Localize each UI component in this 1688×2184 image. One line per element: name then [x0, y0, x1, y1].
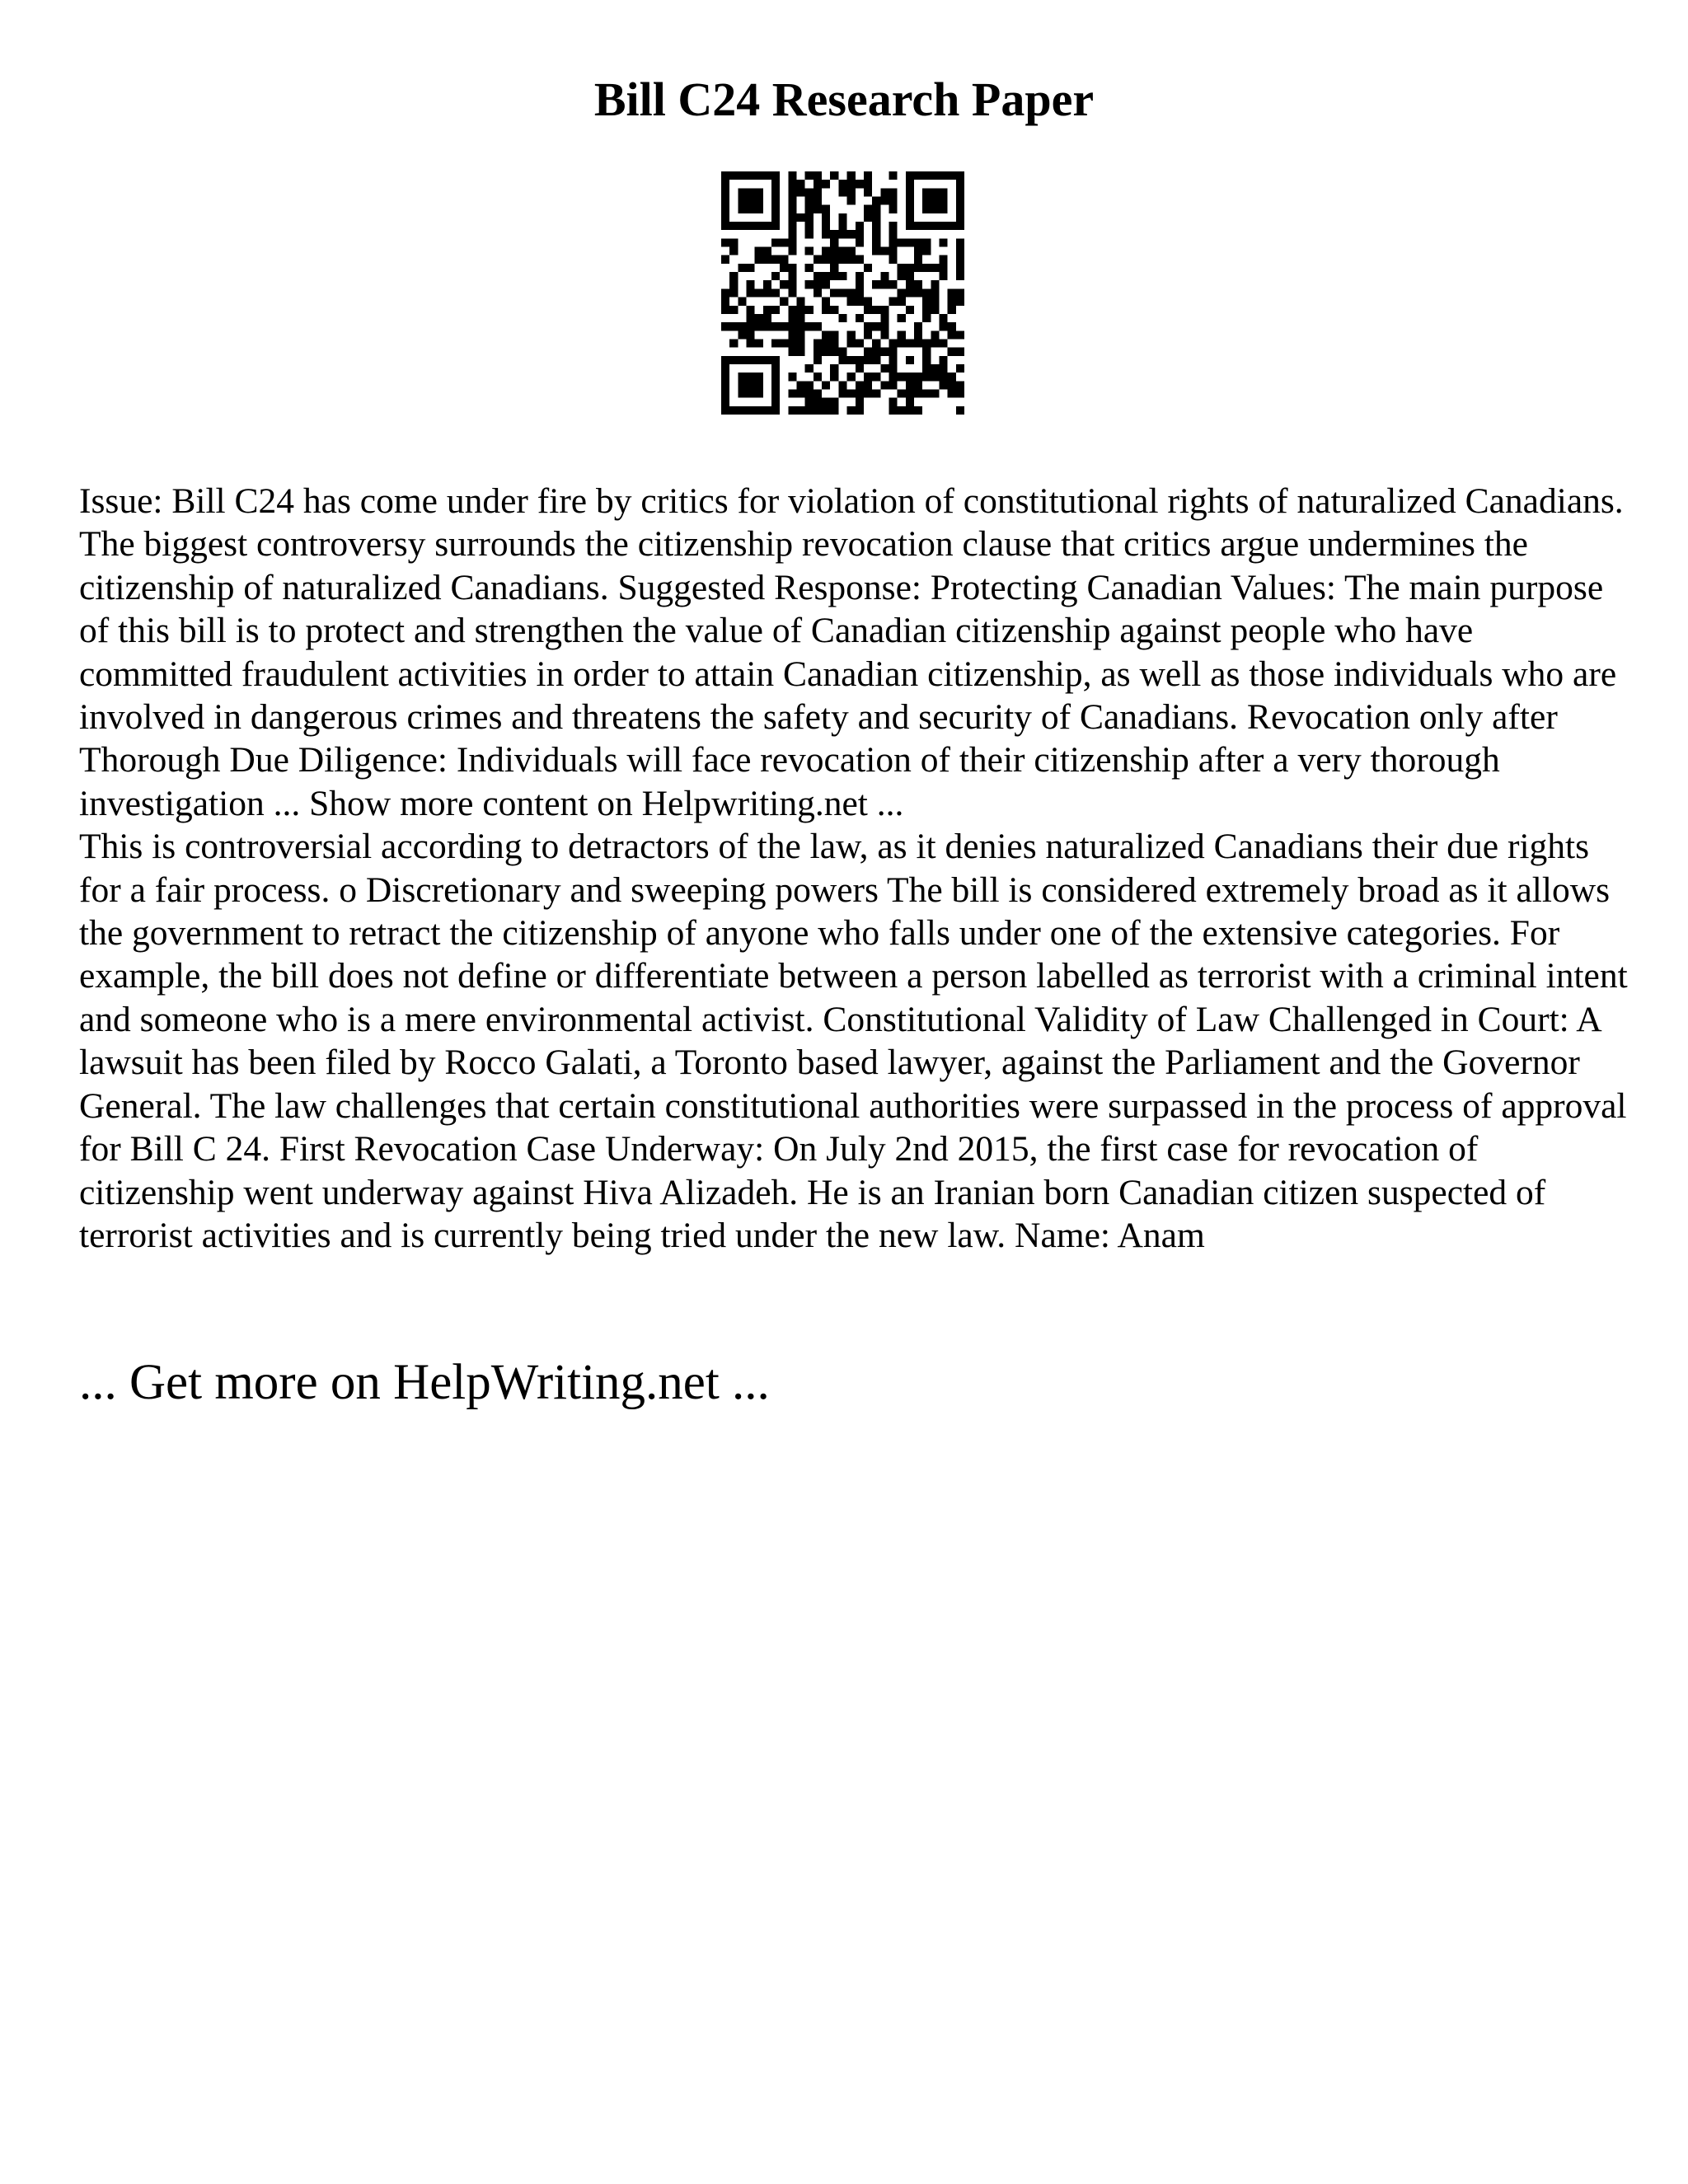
paragraph-controversy: This is controversial according to detractors of the law, as it denies naturalized Canadians their due rights for a fair process. o Discretionary and sweeping powers The bill is considered extremely broad as it allows the government to retract the citizenship of anyone who falls under one of the extensive categories. For example, the bill does not define or differentiate between a person labelled as terrorist with a criminal intent and someone who is a mere environmental activist. Constitutional Validity of Law Challenged in Court: A lawsuit has been filed by Rocco Galati, a Toronto based lawyer, against the Parliament and the Governor General. The law challenges that certain constitutional authorities were surpassed in the process of approval for Bill C 24. First Revocation Case Underway: On July 2nd 2015, the first case for revocation of citizenship went underway against Hiva Alizadeh. He is an Iranian born Canadian citizen suspected of terrorist activities and is currently being tried under the new law. Name: Anam: [79, 827, 1628, 1255]
paragraph-intro: Issue: Bill C24 has come under fire by critics for violation of constitutional rights of naturalized Canadians. The biggest controversy surrounds the citizenship revocation clause that critics argue undermines the citizenship of naturalized Canadians. Suggested Response: Protecting Canadian Values: The main purpose of this bill is to protect and strengthen the value of Canadian citizenship against people who have committed fraudulent activities in order to attain Canadian citizenship, as well as those individuals who are involved in dangerous crimes and threatens the safety and security of Canadians. Revocation only after Thorough Due Diligence: Individuals will face revocation of their citizenship after a very thorough investigation ... Show more content on Helpwriting.net ...: [79, 481, 1624, 823]
article-body: [79, 480, 1629, 1257]
page-title: Bill C24 Research Paper: [593, 72, 1095, 126]
get-more-link[interactable]: ... Get more on HelpWriting.net ...: [79, 1355, 770, 1410]
qr-code-icon: [721, 171, 964, 415]
